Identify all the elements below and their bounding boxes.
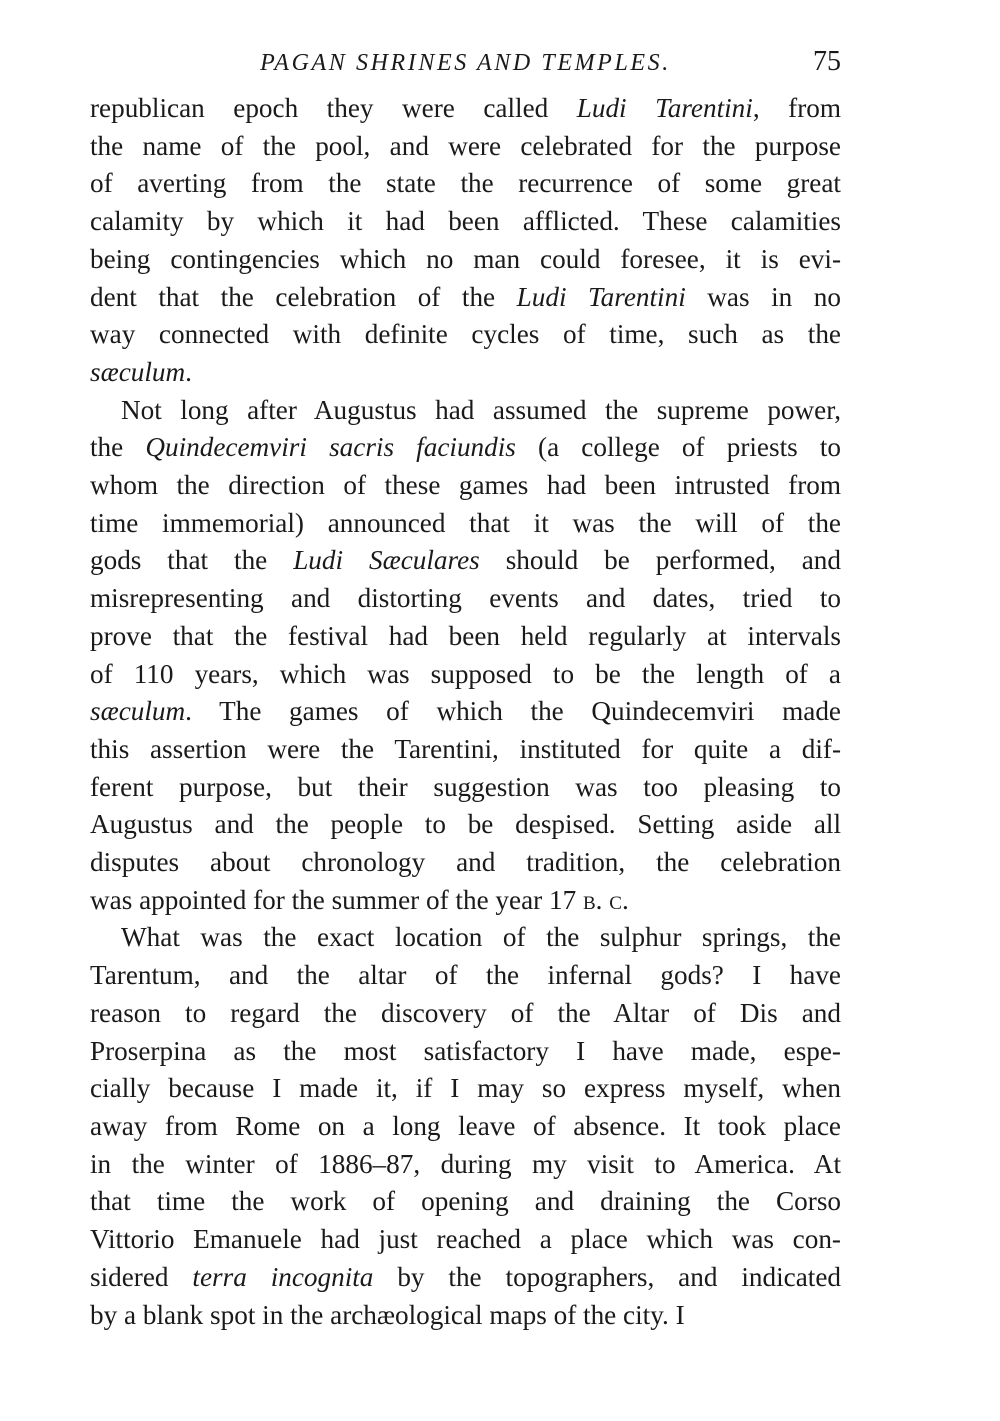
paragraph <box>90 90 841 392</box>
paragraph <box>90 919 841 1334</box>
text-line: sæculum. <box>90 356 192 387</box>
text-line: sidered terra incognita by the topographers, and indicated <box>90 1261 841 1292</box>
text-line: the name of the pool, and were celebrated for the purpose <box>90 130 841 161</box>
text-line: in the winter of 1886–87, during my visit to America. At <box>90 1148 841 1179</box>
text-line: the Quindecemviri sacris faciundis (a college of priests to <box>90 432 842 463</box>
text-line: misrepresenting and distorting events and dates, tried to <box>90 583 841 614</box>
text-line: calamity by which it had been afflicted. These calamities <box>90 206 841 237</box>
running-head <box>90 40 841 90</box>
text-line: cially because I made it, if I may so express myself, when <box>90 1073 841 1104</box>
italic-term: Ludi Tarentini <box>576 93 753 123</box>
text-line: whom the direction of these games had been intrusted from <box>90 470 841 501</box>
text-line: gods that the Ludi Sæculares should be performed, and <box>90 545 841 576</box>
italic-term: sæculum <box>90 356 186 387</box>
text-line: prove that the festival had been held regularly at intervals <box>90 620 841 651</box>
italic-term: sæculum <box>90 696 186 727</box>
text-line: Not long after Augustus had assumed the supreme power, <box>121 394 841 425</box>
italic-term: terra incognita <box>192 1261 374 1292</box>
text-line: that time the work of opening and draining the Corso <box>90 1186 841 1217</box>
text-line: dent that the celebration of the Ludi Tarentini was in no <box>90 281 841 312</box>
text-line: Vittorio Emanuele had just reached a place which was con- <box>90 1224 841 1255</box>
paragraph <box>90 392 841 920</box>
text-line: was appointed for the summer of the year 17 b. c. <box>90 884 629 915</box>
text-line: time immemorial) announced that it was the will of the <box>90 507 841 538</box>
italic-term: Ludi Sæculares <box>293 545 480 576</box>
text-line: Proserpina as the most satisfactory I have made, espe- <box>90 1035 841 1066</box>
text-line: by a blank spot in the archæological maps of the city. I <box>90 1299 685 1330</box>
text-line: Augustus and the people to be despised. Setting aside all <box>90 809 841 840</box>
text-line: disputes about chronology and tradition, the celebration <box>90 847 841 878</box>
italic-term: Ludi Tarentini <box>516 281 686 312</box>
text-line: being contingencies which no man could foresee, it is evi- <box>90 243 841 274</box>
book-page <box>90 40 841 1334</box>
text-line: away from Rome on a long leave of absence. It took place <box>90 1110 841 1141</box>
text-line: of averting from the state the recurrence of some great <box>90 168 841 199</box>
text-line: sæculum. The games of which the Quindecemviri made <box>90 696 841 727</box>
body-text <box>90 90 841 1334</box>
text-line: way connected with definite cycles of time, such as the <box>90 319 841 350</box>
text-line: ferent purpose, but their suggestion was too pleasing to <box>90 771 841 802</box>
italic-term: Quindecemviri sacris faciundis <box>145 432 516 463</box>
text-line: Tarentum, and the altar of the infernal gods? I have <box>90 960 841 991</box>
page-number: 75 <box>813 46 841 77</box>
text-line: What was the exact location of the sulphur springs, the <box>121 922 841 953</box>
era-abbreviation: b. c. <box>583 884 629 915</box>
text-line: this assertion were the Tarentini, instituted for quite a dif- <box>90 733 841 764</box>
text-line: republican epoch they were called Ludi Tarentini, from <box>90 93 841 123</box>
running-title: PAGAN SHRINES AND TEMPLES. <box>260 50 671 76</box>
text-line: reason to regard the discovery of the Altar of Dis and <box>90 997 841 1028</box>
text-line: of 110 years, which was supposed to be the length of a <box>90 658 841 689</box>
